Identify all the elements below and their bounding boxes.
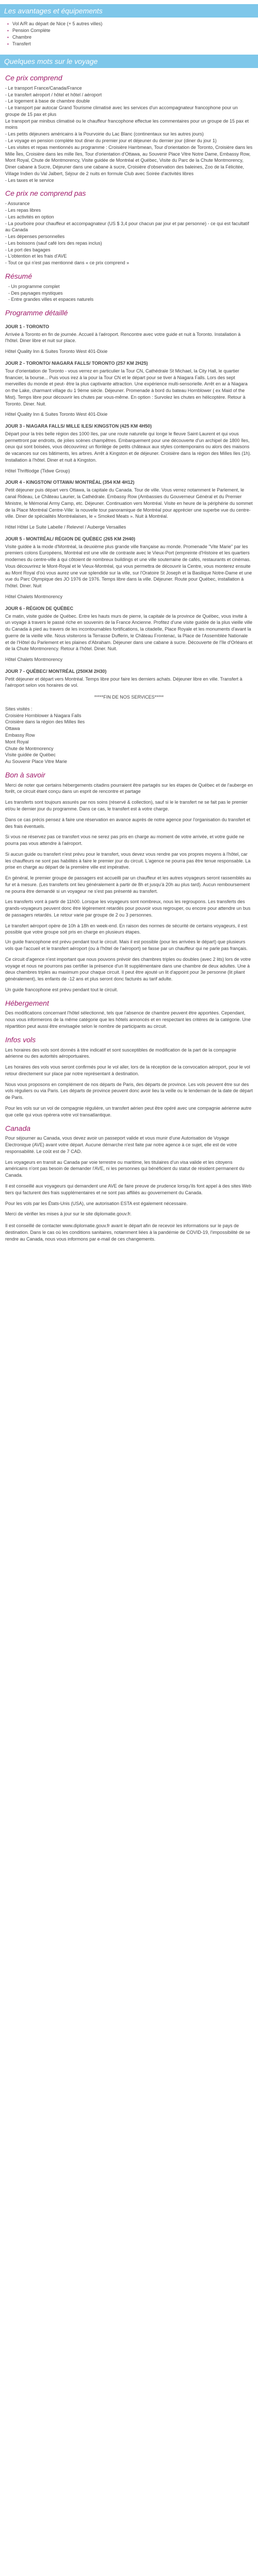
canada-block bbox=[5, 1135, 253, 1217]
prix-comprend-line: Le transport par minibus climatisé ou le chauffeur francophone effectue les commentaires pour un groupe de 15 pax et moins bbox=[5, 118, 249, 130]
advantages-list bbox=[5, 21, 253, 47]
prix-pas-line: - Assurance bbox=[5, 201, 30, 207]
prix-comprend-line: - Le voyage en pension complète tout diner du premier jour et déjeuner du dernier jour (diner du jour 1) bbox=[5, 138, 217, 143]
transfer-para: Ce circuit d'agence n'est important que nous pouvons prévoir des chambres triples ou doubles (avec 2 lits) lors de votre voyage et nous ne pourrons pas certifier la présence d'un lit supplémentaire dans une chambre de deux adultes. Une à deux chambres triples au maximum pour chaque circuit. Il peut être ajouté un lit d'appoint pour 3e personne (lit pliant généralement), les enfants de -12 ans et plus seront donc facturés au tarif adulte. bbox=[5, 956, 251, 982]
day-heading: JOUR 6 - RÉGION DE QUÉBEC bbox=[5, 605, 74, 611]
day-hotel: Hôtel Hôtel Le Suite Labelle / Relevrel / Auberge Versailles bbox=[5, 524, 126, 530]
day-heading: JOUR 2 - TORONTO/ NIAGARA FALLS/ TORONTO (257 KM 2H25) bbox=[5, 361, 148, 366]
prix-comprend-line: - Le logement à base de chambre double bbox=[5, 98, 90, 104]
hebergement-block bbox=[5, 1010, 253, 1029]
day-heading: JOUR 7 - QUÉBEC/ MONTRÉAL (250KM 2H30) bbox=[5, 668, 107, 674]
bon-savoir-block bbox=[5, 782, 253, 936]
advantages-banner bbox=[0, 4, 258, 18]
day-block bbox=[5, 479, 253, 530]
day-hotel: Hôtel Chalets Montmorency bbox=[5, 657, 63, 663]
canada-para: Merci de vérifier les mises à jour sur le site diplomatie.gouv.fr. bbox=[5, 1211, 132, 1217]
bon-savoir-para: Les transferts sont toujours assurés par nos soins (réservé & collection), sauf si le le transfert ne se fait pas le premier et/ou le dernier jour du programme. Dans ce cas, le transfert est à votre charge. bbox=[5, 800, 248, 811]
day-block bbox=[5, 360, 253, 418]
prix-pas-line: - Tout ce qui n'est pas mentionné dans « ce prix comprend » bbox=[5, 260, 130, 266]
day-heading: JOUR 4 - KINGSTON/ OTTAWA/ MONTRÉAL (354 KM 4H12) bbox=[5, 480, 135, 485]
section-title-programme: Programme détaillé bbox=[5, 309, 68, 317]
day-hotel: Hôtel Quality Inn & Suites Toronto West 401-Dixie bbox=[5, 412, 108, 417]
prix-pas-list bbox=[5, 200, 253, 266]
advantage-item: ▪ Pension Complète bbox=[7, 27, 253, 34]
canada-para: Il est conseillé aux voyageurs qui demandent une AVE de faire preuve de prudence lorsqu'ils font appel à des sites Web tiers qui facturent des frais supplémentaires et ne sont pas affiliés au gouvernement du Canada. bbox=[5, 1183, 252, 1195]
advantage-item: ▪ Chambre bbox=[7, 34, 253, 41]
bon-savoir-para: Merci de noter que certains hébergements citadins pourraient être partagés sur les étapes de Québec et de l'auberge en forêt, ce circuit étant conçu dans un esprit de rencontre et partage bbox=[5, 782, 253, 794]
hebergement-text: Des modifications concernant l'hôtel sélectionné, tels que l'absence de chambre peuvent être apportées. Cependant, nous vous informerons de la même catégorie que les hôtels annoncés et en respectant les critères de la catégorie. Une répartition peut aussi être envisagée selon le nombre de participants au circuit. bbox=[5, 1010, 251, 1029]
section-title-hebergement: Hébergement bbox=[5, 998, 49, 1007]
sites-block bbox=[5, 706, 253, 765]
site-item: Mont Royal bbox=[5, 739, 29, 744]
section-title-prix-comprend: Ce prix comprend bbox=[5, 74, 62, 82]
footer-note-text: Il est conseillé de contacter www.diplomatie.gouv.fr avant le départ afin de recevoir les informations sur le pays de destination. Dans le cas où les conditions sanitaires, notamment liées à la pandémie de COVID-19, l'impossibilité de se rendre au Canada, nous vous informons par e-mail de ces changements. bbox=[5, 1223, 250, 1242]
details-banner bbox=[0, 55, 258, 68]
day-hotel: Hôtel Thriftlodge (Tidwe Group) bbox=[5, 468, 70, 473]
day-block bbox=[5, 324, 253, 355]
section-title-resume: Résumé bbox=[5, 272, 33, 280]
infos-vols-para: Nous vous proposons en complément de nos départs de Paris, des départs de province. Les vols peuvent être sur des vols réguliers ou via Paris. Les départs de province peuvent donc avoir lieu la veille ou le lendemain de la date de départ de Paris. bbox=[5, 1081, 253, 1100]
site-item: Croisière Hornblower à Niagara Falls bbox=[5, 713, 82, 718]
day-text: Petit déjeuner puis départ vers Ottawa, la capitale du Canada. Tour de ville. Vous verrez notamment le Parlement, le canal Rideau, Le Château Laurier, la Cathédrale. Embassy Row (Ambassies du Gouverneur Général et du Premier Ministre, le Mémorial Army Camp, etc. Déjeuner. Continuation vers Montréal. Visite en heure de la périphérie du sommet de la Place Montréal Centre-Ville: la nouvelle tour panoramique de Montréal pour apprécier une superbe vue du centre-ville. Diner de spécialités Montréalaises, le « Smoked Meats ». Nuit à Montréal. bbox=[5, 487, 253, 519]
site-item: Croisière dans la région des Milles Iles bbox=[5, 719, 85, 725]
transfer-para: Un guide francophone est prévu pendant tout le circuit. Mais il est possible (pour les arrivées le départ) que plusieurs vols que l'accueil et le transfert aéroport (ou à l'hôtel de l'aéroport) se fasse par un chauffeur qui ne parle pas français. bbox=[5, 939, 248, 951]
prix-pas-line: - Le port des bagages bbox=[5, 247, 51, 252]
day-block bbox=[5, 605, 253, 663]
day-text: Visite guidée à la mode d'Montréal, la deuxième plus grande ville française au monde. Promenade "Vite Marie" par les premiers colons Européens, Montréal est une ville de contraste avec le Vieux-Port (empreinte d'Histoire et les quartiers modernes du centre-ville à qui côtoient de nombreux buildings et une ville souterraine de cafés, restaurants et cinémas. Vous découvrirez le Mont-Royal et le Vieux-Montréal, qui vous permettra de découvrir la Centre, vous monterez ensuite au Mont Royal d'où vous aurez une vue splendide sur la ville, sur l'Oratoire St Joseph et la Basilique Notre-Dame et une vue du Parc Olympique des JO 1976 de 1976. Temps libre dans la ville. Déjeuner. Route pour Québec, installation à l'hôtel. Diner. Nuit bbox=[5, 544, 252, 589]
advantages-title: Les avantages et équipements bbox=[4, 7, 103, 15]
prix-comprend-list bbox=[5, 85, 253, 183]
day-heading: JOUR 5 - MONTRÉAL/ RÉGION DE QUÉBEC (265 KM 2H40) bbox=[5, 536, 136, 541]
prix-comprend-line: - Le transport France/Canada/France bbox=[5, 85, 82, 91]
transfer-para: Un guide francophone est prévu pendant tout le circuit. bbox=[5, 987, 118, 992]
day-text: Départ pour la très belle région des 1000 Iles, par une route naturelle qui longe le fleuve Saint-Laurent et qui vous permettront par endroits, de jolies scènes champêtres. Embarquement pour une découverte d'un archipel de 1800 îles, ceux qui sont boisées, vous découvrirez un florilège de petits châteaux aux styles contemporains ou alors des maisons de vacances sur ces bâtiments, les arbres. Arrêt à Kingston et de déjeuner. Croisière dans la région des Milles Iles (1h). Installation à l'hôtel. Diner et nuit à Kingston. bbox=[5, 431, 251, 463]
prix-comprend-line: - Les taxes et le service bbox=[5, 177, 54, 183]
day-text: Arrivée à Toronto en fin de journée. Accueil à l'aéroport. Rencontre avec votre guide et nuit à Toronto. Installation à l'hôtel. Diner libre et nuit sur place. bbox=[5, 331, 241, 344]
infos-vols-para: Pour les vols sur un vol de compagnie régulière, un transfert aérien peut être opéré avec une compagnie aérienne autre que celle qui vous opérera votre vol transatlantique. bbox=[5, 1106, 252, 1117]
site-item: Au Souvenir Place Vitre Marie bbox=[5, 759, 67, 765]
prix-pas-line: - Les activités en option bbox=[5, 214, 54, 219]
transfer-block bbox=[5, 939, 253, 993]
advantage-item: ▪ Transfert bbox=[7, 41, 253, 47]
section-title-prix-pas: Ce prix ne comprend pas bbox=[5, 189, 86, 198]
footer-note bbox=[5, 1223, 253, 1242]
resume-list bbox=[5, 283, 253, 303]
day-text: Petit déjeuner et départ vers Montréal. Temps libre pour faire les derniers achats. Déjeuner libre en ville. Transfert à l'aéroport selon vos horaires de vol. bbox=[5, 676, 243, 688]
canada-para: Pour les vols par les États-Unis (USA), une autorisation ESTA est également nécessaire. bbox=[5, 1200, 188, 1206]
bon-savoir-para: Les transferts vont à partir de 11h00. Lorsque les voyageurs sont nombreux, nous les regroupons. Les transferts des grands-voyageurs peuvent donc être légèrement retardés pour pouvoir vous regrouper, ou encore pour attendre un bus de passagers retardés. Le retour varie par groupe de 2 ou 3 personnes. bbox=[5, 899, 251, 918]
day-heading: JOUR 1 - TORONTO bbox=[5, 324, 50, 329]
infos-vols-para: Les horaires des vols sont donnés à titre indicatif et sont susceptibles de modification de la part de la compagnie aérienne ou des autorités aéroportuaires. bbox=[5, 1047, 236, 1059]
prix-pas-line: - Les repas libres bbox=[5, 208, 41, 213]
details-title: Quelques mots sur le voyage bbox=[4, 57, 98, 65]
day-heading: JOUR 3 - NIAGARA FALLS/ MILLE ILES/ KINGSTON (425 KM 4H50) bbox=[5, 423, 152, 429]
advantage-item: ▪ Vol A/R au départ de Nice (+ 5 autres villes) bbox=[7, 21, 253, 27]
prix-comprend-line: - Les petits déjeuners américains à la Pourvoirie du Lac Blanc (continentaux sur les autres jours) bbox=[5, 131, 204, 137]
section-title-infos-vols: Infos vols bbox=[5, 1035, 36, 1044]
sites-title: Sites visités : bbox=[5, 706, 33, 711]
site-item: Embassy Row bbox=[5, 732, 35, 738]
day-block bbox=[5, 536, 253, 600]
day-text: Tour d'orientation de Toronto - vous verrez en particulier la Tour CN, Cathédrale St Michael, la City Hall, le quartier financier, la bourse... Puis vous irez à la pour la Tour CN et le départ pour se tiver à Niagara Falls. Lors des sept merveilles du monde et peut- être la plus captivante attraction. Une expérience multi-sensorielle. Arrêt en ar à Niagara on the Lake, charmant village du 1 9ème siècle. Déjeuner. Promenade à bord du bateau Hornblower ( ex Maid of the Mist). Temps libre pour découvrir les chutes par vous-même. En option : Survolez les chutes en hélicoptère. Retour à Toronto. Diner. Nuit. bbox=[5, 368, 248, 406]
prix-comprend-line: - Les visites et repas mentionnés au programme : Croisière Harrbmean, Tour d'orientation de Toronto, Croisière dans les Mille Îles, Croisière dans les mille îles, Tour d'orientation d'Ottawa, au Souvenir Place Vitre Notre Dame, Embassy Row, Mont Royal, Chute de Montmorency, Visite guidée de Montréal et Québec, Visite du Parc de la Chute Montmorency, Diner cabane à Sucre, Déjeuner dans une cabane à sucre, Croisière d'observation des baleines, Zoo de la Félicitée, Village Indien du Val Jalbert, Séjour de 2 nuits en formule Club avec Soirée d'activités libres bbox=[5, 144, 253, 176]
site-item: Chute de Montmorency bbox=[5, 745, 54, 751]
prix-comprend-line: - Le transfert aéroport / hôtel et hôtel / aéroport bbox=[5, 92, 102, 97]
site-item: Visite guidée de Québec bbox=[5, 752, 56, 758]
section-title-canada: Canada bbox=[5, 1124, 31, 1132]
prix-pas-line: - Les boissons (sauf café lors des repas inclus) bbox=[5, 240, 102, 246]
site-item: Ottawa bbox=[5, 726, 20, 732]
resume-item: - Un programme complet bbox=[5, 283, 253, 290]
bon-savoir-para: Dans ce cas précis pensez à faire une réservation en avance auprès de notre agence pour l'organisation du transfert et des frais éventuels. bbox=[5, 817, 251, 829]
resume-item: - Entre grandes villes et espaces naturels bbox=[5, 296, 253, 303]
prix-comprend-line: - Le transport par autocar Grand Tourisme climatisé avec les services d'un accompagnateur francophone pour un groupe de 15 pax et plus bbox=[5, 105, 238, 117]
canada-para: Pour séjourner au Canada, vous devez avoir un passeport valide et vous munir d'une Autorisation de Voyage Electronique (AVE) avant votre départ. Aucune démarche n'est faite par notre agence à ce sujet, elle est de votre responsabilité. Le coût est de 7 CAD. bbox=[5, 1136, 237, 1154]
bon-savoir-para: Le transfert aéroport opère de 10h à 18h en week-end. En raison des normes de sécurité de certains voyageurs, il est possible que votre groupe soit pris en charge en plusieurs étapes. bbox=[5, 923, 248, 935]
infos-vols-para: Les horaires des vols vous seront confirmés pour le vol aller, lors de la réception de la convocation aéroport, pour le vol retour directement sur place par notre représentant à destination. bbox=[5, 1064, 250, 1076]
day-hotel: Hôtel Quality Inn & Suites Toronto West 401-Dixie bbox=[5, 349, 108, 354]
prix-pas-line: - La pourboire pour chauffeur et accompagnateur (US $ 3,4 pour chacun par jour et par personne) - ce qui est facultatif au Canada bbox=[5, 221, 249, 233]
bon-savoir-para: Si aucun guide ou transfert n'est prévu pour le transfert, vous devez vous rendre par vos propres moyens à l'hôtel, car les chauffeurs ne sont pas habilités à faire le premier jour du circuit. L'agence ne pourra pas être tenue responsable. La prise en charge au départ de la première ville est impérative. bbox=[5, 851, 251, 870]
infos-vols-block bbox=[5, 1047, 253, 1118]
resume-item: - Des paysages mystiques bbox=[5, 290, 253, 297]
day-hotel: Hôtel Chalets Montmorency bbox=[5, 594, 63, 599]
day-block bbox=[5, 423, 253, 474]
day-block bbox=[5, 668, 253, 689]
end-of-services-note: *****FIN DE NOS SERVICES***** bbox=[94, 694, 164, 700]
prix-pas-line: - L'obtention et les frais d'AVE bbox=[5, 253, 67, 259]
canada-para: Les voyageurs en transit au Canada par voie terrestre ou maritime, les titulaires d'un visa valide et les citoyens américains n'ont pas besoin de demander l'AVE, ni les personnes qui bénéficient du statut de résident permanent du Canada. bbox=[5, 1159, 245, 1178]
prix-pas-line: - Les dépenses personnelles bbox=[5, 234, 65, 240]
bon-savoir-para: Si vous ne réservez pas ce transfert vous ne serez pas pris en charge au moment de votre arrivée, et votre guide ne pourra pas vous attendre à l'aéroport. bbox=[5, 834, 245, 846]
bon-savoir-para: En général, le premier groupe de passagers est accueilli par un chauffeur et les autres voyageurs seront rassemblés au fur et à mesure. (Les transferts ont lieu généralement à partir de 8h et jusqu'à 20h au plus tard). Aucun remboursement ne pourra être demandé si un voyageur ne s'est pas présenté au transfert. bbox=[5, 875, 251, 894]
day-text: Ce matin, visite guidée de Québec. Entre les hauts murs de pierre, la capitale de la province de Québec, vous invite à un voyage à travers le passé riche en souvenirs de la France Ancienne. Profitez d'une visite guidée de la plus vieille ville du Canada à pied au travers de les incontournables fortifications, la citadelle, Place Royale et les monuments d'avant la guerre de la vieille ville. Nous visiterons la Terrasse Dufferin, le Château Frontenac, la Place de l'Assemblée Nationale et de l'Hôtel du Parlement et les plaines d'Abraham. Déjeuner dans une cabane à sucre. Découverte de l'île d'Orléans et de la Chute Montmorency. Retour à l'hôtel. Diner. Nuit. bbox=[5, 613, 253, 652]
section-title-bon-savoir: Bon à savoir bbox=[5, 770, 45, 779]
